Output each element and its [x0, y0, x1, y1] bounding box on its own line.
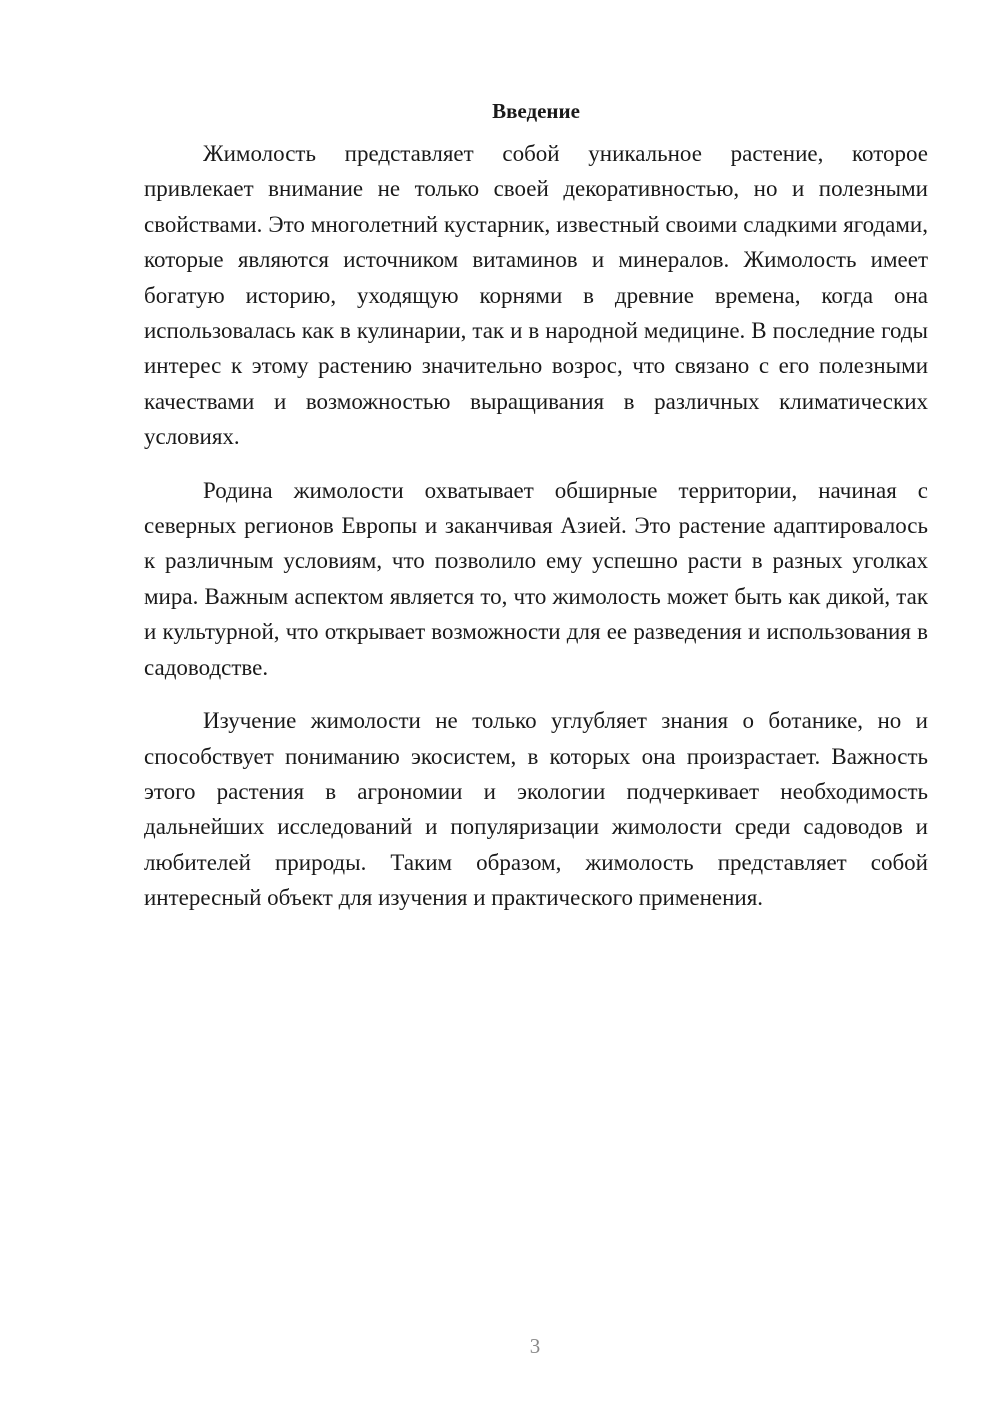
page-content — [144, 96, 928, 934]
section-heading: Введение — [492, 99, 580, 123]
page-number: 3 — [529, 1334, 541, 1358]
paragraph-origin: Родина жимолости охватывает обширные территории, начиная с северных регионов Европы и заканчивая Азией. Это растение адаптировалось к различным условиям, что позволило ему успешно расти в разных уголках мира. Важным аспектом является то, что жимолость может быть как дикой, так и культурной, что открывает возможности для ее разведения и использования в садоводстве. — [144, 477, 928, 680]
paragraph-intro: Жимолость представляет собой уникальное растение, которое привлекает внимание не только своей декоративностью, но и полезными свойствами. Это многолетний кустарник, известный своими сладкими ягодами, которые являются источником витаминов и минералов. Жимолость имеет богатую историю, уходящую корнями в древние времена, когда она использовалась как в кулинарии, так и в народной медицине. В последние годы интерес к этому растению значительно возрос, что связано с его полезными качествами и возможностью выращивания в различных климатических условиях. — [144, 141, 928, 450]
paragraph-study: Изучение жимолости не только углубляет знания о ботанике, но и способствует пониманию экосистем, в которых она произрастает. Важность этого растения в агрономии и экологии подчеркивает необходимость дальнейших исследований и популяризации жимолости среди садоводов и любителей природы. Таким образом, жимолость представляет собой интересный объект для изучения и практического применения. — [144, 708, 928, 911]
